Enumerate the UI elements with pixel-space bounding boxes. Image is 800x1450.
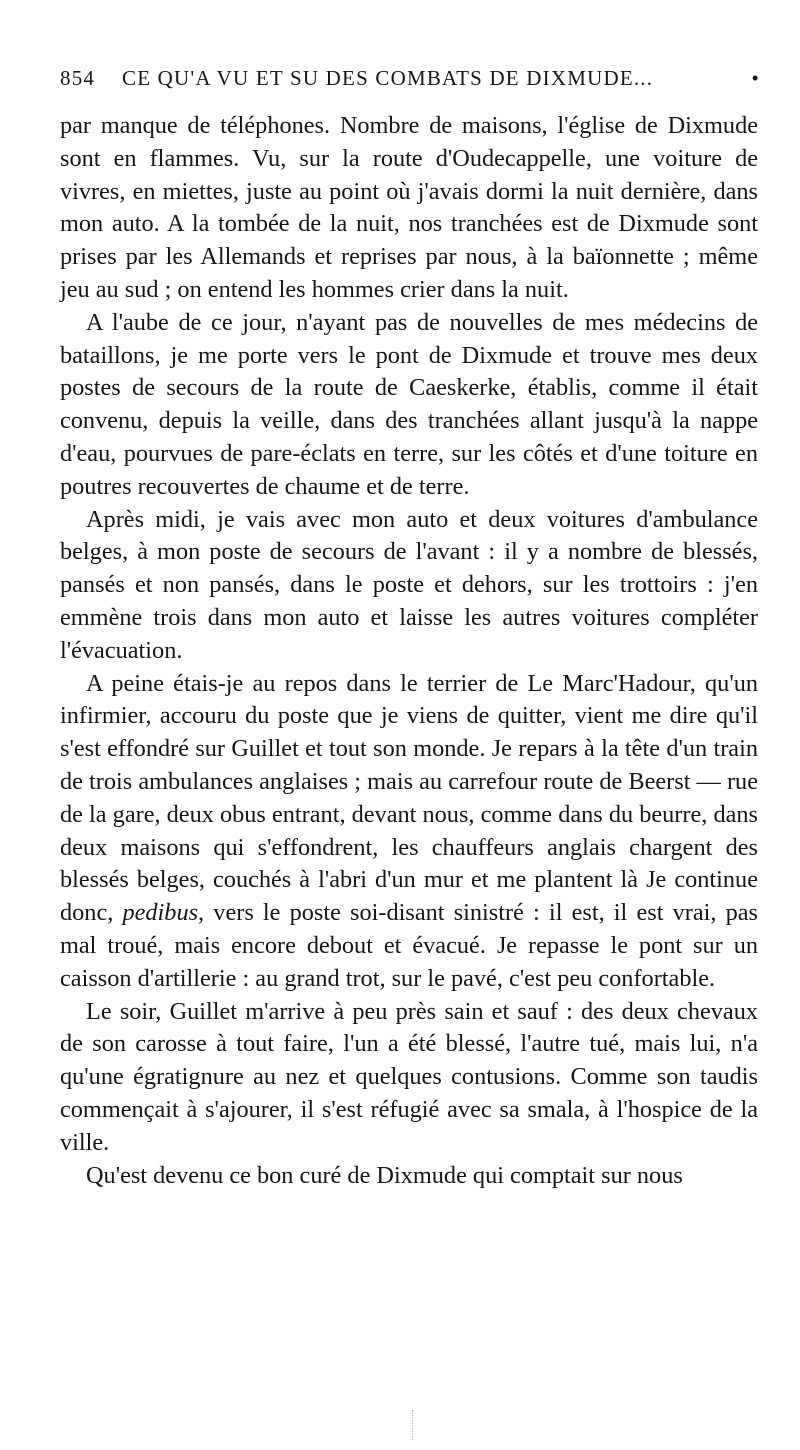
body-text	[60, 110, 758, 1192]
italic-term: pedibus,	[122, 899, 205, 927]
running-title: CE QU'A VU ET SU DES COMBATS DE DIXMUDE...	[122, 66, 654, 90]
paragraph: Le soir, Guillet m'arrive à peu près sain et sauf : des deux chevaux de son carosse à tout faire, l'un a été blessé, l'autre tué, mais lui, n'a qu'une égratignure au nez et quelques contusions. Comme son taudis commençait à s'ajourer, il s'est réfugié avec sa smala, à l'hospice de la ville.	[60, 997, 758, 1156]
page-number: 854	[60, 66, 96, 90]
paragraph: A l'aube de ce jour, n'ayant pas de nouvelles de mes médecins de bataillons, je me porte vers le pont de Dixmude et trouve mes deux postes de secours de la route de Caeskerke, établis, comme il était convenu, depuis la veille, dans des tranchées allant jusqu'à la nappe d'eau, pourvues de pare-éclats en terre, sur les côtés et d'une toiture en poutres recouvertes de chaume et de terre.	[60, 308, 758, 500]
scan-artifact-mark	[412, 1410, 414, 1440]
paragraph: Après midi, je vais avec mon auto et deux voitures d'ambulance belges, à mon poste de secours de l'avant : il y a nombre de blessés, pansés et non pansés, dans le poste et dehors, sur les trottoirs : j'en emmène trois dans mon auto et laisse les autres voitures compléter l'évacuation.	[60, 505, 758, 664]
paragraph-text: A peine étais-je au repos dans le terrier de Le Marc'Hadour, qu'un infirmier, accouru du poste que je viens de quitter, vient me dire qu'il s'est effondré sur Guillet et tout son monde. Je repars à la tête d'un train de trois ambulances anglaises ; mais au carrefour route de Beerst — rue de la gare, deux obus entrant, devant nous, comme dans du beurre, dans deux maisons qui s'effondrent, les chauffeurs anglais chargent des blessés belges, couchés à l'abri d'un mur et me plantent là Je continue donc,	[60, 669, 758, 927]
paragraph: Qu'est devenu ce bon curé de Dixmude qui comptait sur nous	[86, 1161, 683, 1189]
paragraph	[60, 668, 758, 996]
paragraph-continued: par manque de téléphones. Nombre de maisons, l'église de Dixmude sont en flammes. Vu, sur la route d'Oudecappelle, une voiture de vivres, en miettes, juste au point où j'avais dormi la nuit dernière, dans mon auto. A la tombée de la nuit, nos tranchées est de Dixmude sont prises par les Allemands et reprises par nous, à la baïonnette ; même jeu au sud ; on entend les hommes crier dans la nuit.	[60, 112, 758, 303]
running-header	[60, 60, 760, 96]
header-mark: •	[751, 66, 760, 90]
paragraph-text: vers le poste soi-disant sinistré : il est, il est vrai, pas mal troué, mais encore debout et évacué. Je repasse le pont sur un caisson d'artillerie : au grand trot, sur le pavé, c'est peu confortable.	[60, 899, 758, 992]
